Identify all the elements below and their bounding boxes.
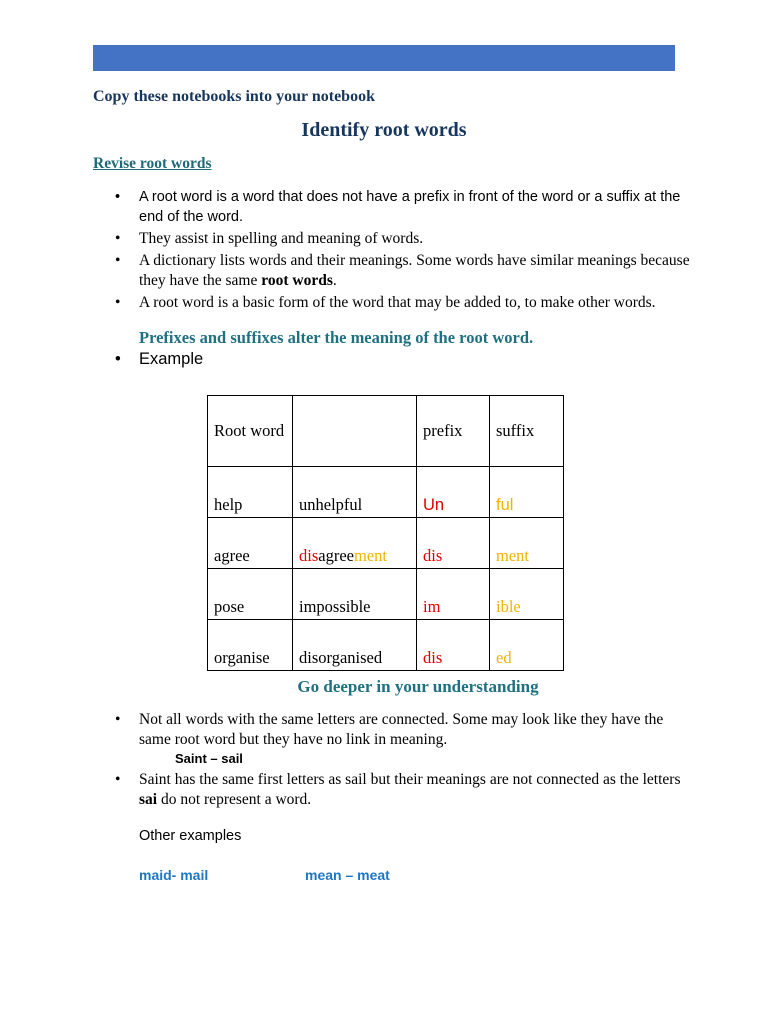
deeper-heading: Go deeper in your understanding	[297, 677, 539, 696]
header-word	[293, 396, 417, 467]
prefix-cell: Un	[417, 467, 490, 518]
bullet-text: They assist in spelling and meaning of words.	[139, 230, 424, 247]
bullet-text-tail: do not represent a word.	[157, 791, 312, 808]
bullet-text: A root word is a word that does not have a prefix in front of the word or a suffix at the end of the word.	[139, 189, 681, 225]
example-pair-2: mean – meat	[305, 867, 390, 883]
word-cell	[293, 620, 417, 671]
copy-instruction: Copy these notebooks into your notebook	[93, 88, 375, 105]
root-cell: agree	[208, 518, 293, 569]
root-cell: help	[208, 467, 293, 518]
root-cell: organise	[208, 620, 293, 671]
deeper-bullet-list-2	[115, 770, 690, 810]
root-cell: pose	[208, 569, 293, 620]
word-root-part: unhelpful	[299, 495, 363, 514]
suffix-cell: ible	[490, 569, 564, 620]
suffix-cell: ment	[490, 518, 564, 569]
bullet-item	[115, 229, 690, 249]
word-prefix-part: dis	[299, 546, 319, 565]
prefix-cell: dis	[417, 620, 490, 671]
word-cell	[293, 518, 417, 569]
revise-bullet-list	[115, 187, 690, 315]
word-root-part: impossible	[299, 597, 371, 616]
bullet-text: Saint has the same first letters as sail but their meanings are not connected as the letters	[139, 771, 681, 788]
bullet-item	[115, 251, 690, 291]
other-examples-label: Other examples	[139, 828, 242, 844]
bullet-text: A root word is a basic form of the word that may be added to, to make other words.	[139, 294, 656, 311]
table-header-row	[208, 396, 564, 467]
prefix-cell: dis	[417, 518, 490, 569]
page-title: Identify root words	[301, 119, 467, 141]
bullet-text: Not all words with the same letters are connected. Some may look like they have the same root word but they have no link in meaning.	[139, 711, 664, 748]
word-cell	[293, 569, 417, 620]
example-text: Example	[139, 350, 204, 368]
root-words-table	[207, 395, 564, 671]
bullet-text: A dictionary lists words and their meanings. Some words have similar meanings because they have the same	[139, 252, 690, 289]
suffix-cell: ful	[490, 467, 564, 518]
table-row	[208, 620, 564, 671]
top-banner-bar	[93, 45, 675, 71]
word-suffix-part: ment	[353, 546, 387, 565]
example-label: • Example	[115, 350, 204, 368]
header-suffix: suffix	[490, 396, 564, 467]
revise-heading: Revise root words	[93, 155, 212, 172]
bullet-item	[115, 710, 690, 750]
bold-letters: sai	[139, 791, 158, 808]
table-row	[208, 467, 564, 518]
table-row	[208, 518, 564, 569]
suffix-cell: ed	[490, 620, 564, 671]
bullet-item	[115, 770, 690, 810]
word-cell	[293, 467, 417, 518]
header-root-word: Root word	[208, 396, 293, 467]
prefix-cell: im	[417, 569, 490, 620]
bullet-item	[115, 293, 690, 313]
prefix-suffix-note: Prefixes and suffixes alter the meaning of the root word.	[139, 328, 534, 347]
word-root-part: disorganised	[299, 648, 383, 667]
example-pair-1: maid- mail	[139, 867, 209, 883]
bullet-text-tail: .	[332, 272, 337, 289]
deeper-bullet-list	[115, 710, 690, 750]
bold-phrase: root words	[261, 272, 333, 289]
saint-sail-example: Saint – sail	[175, 751, 243, 766]
header-prefix: prefix	[417, 396, 490, 467]
bullet-item	[115, 187, 690, 227]
table-row	[208, 569, 564, 620]
word-root-part: agree	[318, 546, 354, 565]
